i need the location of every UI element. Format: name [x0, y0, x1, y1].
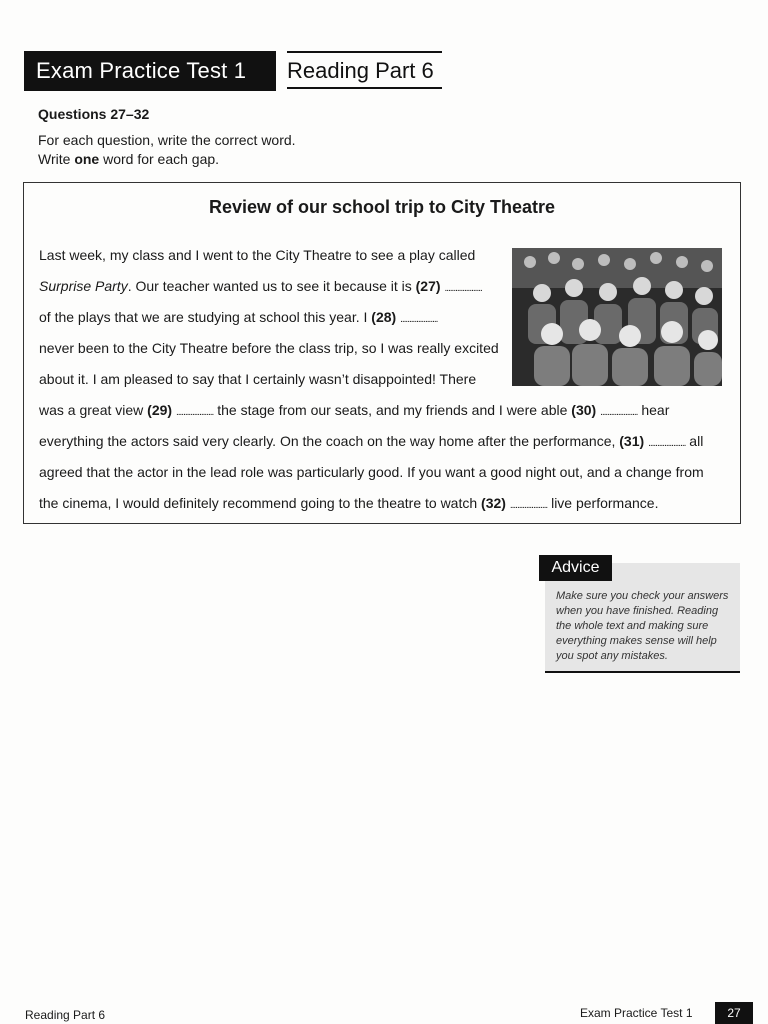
article-line-1: Last week, my class and I went to the City Theatre to see a play called: [39, 247, 476, 263]
footer-test: Exam Practice Test 1: [580, 1006, 693, 1020]
gap-dots: .....................: [600, 407, 638, 418]
gap-28: (28): [371, 309, 397, 325]
page-number: 27: [715, 1002, 753, 1024]
footer-section: Reading Part 6: [25, 1008, 106, 1022]
article-text: . Our teacher wanted us to see it because it is: [127, 278, 416, 294]
article-line-5: about it. I am pleased to say that I certainly wasn’t disappointed! There: [39, 371, 477, 387]
article-line-3: [39, 309, 437, 325]
article-text: the cinema, I would definitely recommend going to the theatre to watch: [39, 495, 482, 511]
test-title: Exam Practice Test 1: [24, 51, 276, 91]
article-text: hear: [637, 402, 670, 418]
article-text: of the plays that we are studying at school this year. I: [39, 309, 372, 325]
part-title: Reading Part 6: [287, 51, 442, 89]
instruction-emphasis: one: [74, 151, 100, 167]
advice-label: Advice: [539, 555, 612, 581]
gap-27: (27): [415, 278, 441, 294]
article-text: all: [685, 433, 704, 449]
questions-heading: Questions 27–32: [38, 106, 150, 122]
gap-dots: .....................: [648, 438, 686, 449]
article-title: Review of our school trip to City Theatre: [208, 197, 556, 217]
gap-32: (32): [481, 495, 506, 511]
article-line-8: agreed that the actor in the lead role was particularly good. If you want a good night out, and a change from: [39, 464, 704, 480]
article-text: live performance.: [547, 495, 659, 511]
gap-dots: .....................: [444, 283, 482, 294]
instruction-text: Write: [38, 151, 75, 167]
gap-31: (31): [619, 433, 645, 449]
gap-dots: .....................: [509, 500, 548, 511]
advice-text: Make sure you check your answers when you have finished. Reading the whole text and making sure everything makes sense will help you spot any mistakes.: [556, 590, 729, 662]
article-line-4: never been to the City Theatre before the class trip, so I was really excited: [39, 340, 499, 356]
gap-30: (30): [571, 402, 597, 418]
theatre-audience-photo: [512, 248, 722, 386]
instruction-line-1: For each question, write the correct word.: [38, 132, 296, 148]
article-line-7: [39, 433, 703, 449]
play-title: Surprise Party: [39, 278, 128, 294]
gap-dots: .....................: [400, 314, 438, 325]
article-line-9: [39, 495, 658, 511]
instruction-text: word for each gap.: [99, 151, 220, 167]
instruction-line-2: [38, 151, 219, 167]
gap-29: (29): [147, 402, 173, 418]
article-line-2: [39, 278, 482, 294]
gap-dots: .....................: [175, 407, 214, 418]
article-text: everything the actors said very clearly. On the coach on the way home after the performance,: [39, 433, 620, 449]
article-text: the stage from our seats, and my friends and I were able: [213, 402, 572, 418]
article-line-6: [39, 402, 669, 418]
article-box: [23, 182, 741, 524]
article-text: was a great view: [39, 402, 148, 418]
